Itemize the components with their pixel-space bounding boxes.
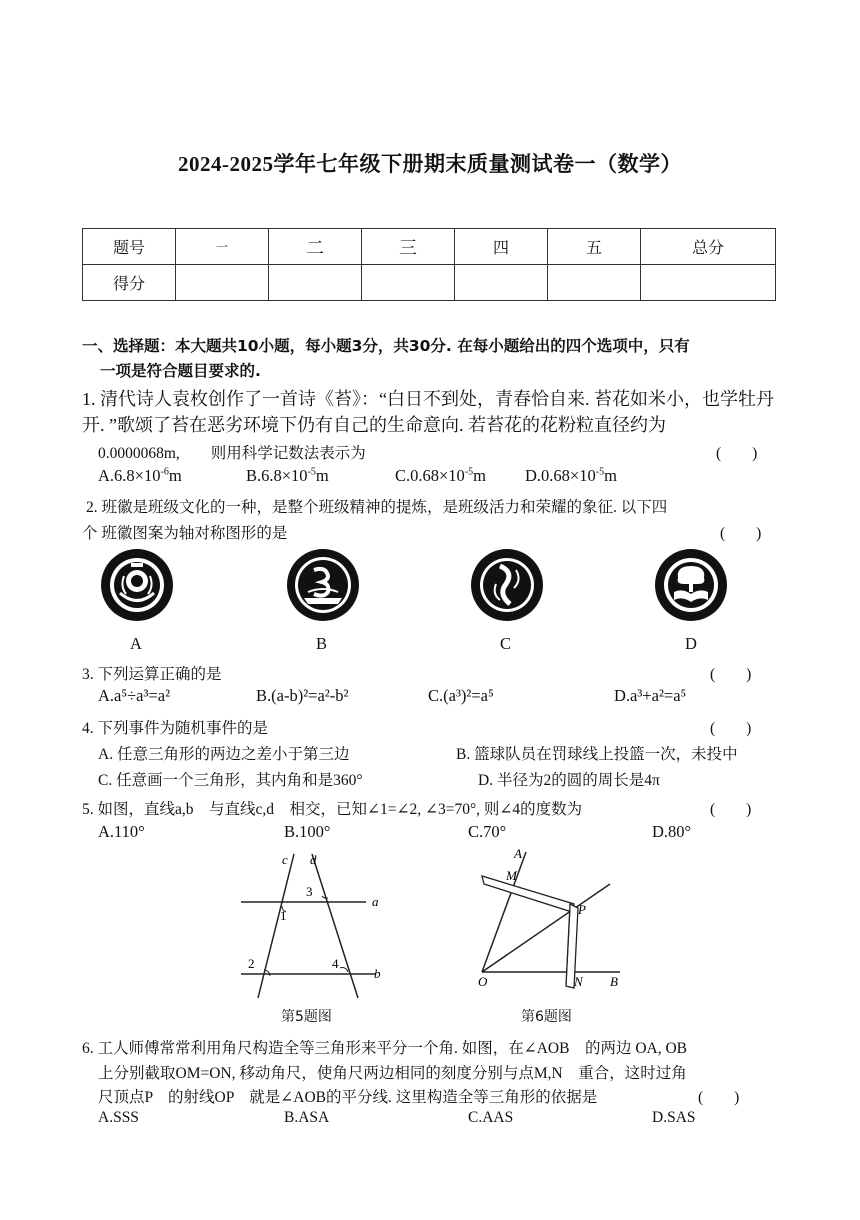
score-cell[interactable] <box>362 265 455 301</box>
fig5-label-1: 1 <box>280 908 287 923</box>
fig5-label-4: 4 <box>332 956 339 971</box>
emblem-c-icon[interactable] <box>470 548 544 622</box>
score-cell[interactable] <box>176 265 269 301</box>
q6-line3: 尺顶点P 的射线OP 就是∠AOB的平分线. 这里构造全等三角形的依据是 <box>98 1089 598 1106</box>
q1-line1: 1. 清代诗人袁枚创作了一首诗《苔》：“白日不到处，青春恰自来. 苔花如米小，也学牡丹 <box>82 389 774 409</box>
score-table <box>82 228 776 301</box>
fig5-label-d: d <box>310 852 317 867</box>
fig6-label-o: O <box>478 974 488 989</box>
q1-option-a[interactable]: $A.6.8\times 10^{-6}m$ <box>98 466 182 485</box>
q4-stem: 4. 下列事件为随机事件的是 <box>82 720 269 737</box>
section-heading-cont: 一项是符合题目要求的. <box>100 362 261 380</box>
emblem-a-icon[interactable] <box>100 548 174 622</box>
q3-option-b[interactable]: B.(a-b)²=a²-b² <box>256 686 349 705</box>
fig5-label-3: 3 <box>306 884 313 899</box>
score-table-row <box>83 265 776 301</box>
fig6-label-n: N <box>574 974 583 989</box>
q6-line1: 6. 工人师傅常常利用角尺构造全等三角形来平分一个角. 如图，在∠AOB 的两边 OA, OB <box>82 1040 688 1057</box>
q4-option-d[interactable]: D. 半径为2的圆的周长是4π <box>478 772 660 789</box>
emblem-b-icon[interactable] <box>286 548 360 622</box>
q6-option-a[interactable]: A.SSS <box>98 1109 139 1126</box>
score-header-cell: 一 <box>176 229 269 265</box>
q2-line1: 2. 班徽是班级文化的一种，是整个班级精神的提炼，是班级活力和荣耀的象征. 以下四 <box>86 499 668 516</box>
q6-line2: 上分别截取OM=ON, 移动角尺，使角尺两边相同的刻度分别与点M,N 重合，这时过角 <box>98 1065 687 1082</box>
figure-6-diagram <box>470 846 630 998</box>
q6-option-c[interactable]: C.AAS <box>468 1109 514 1126</box>
score-header-cell: 二 <box>269 229 362 265</box>
q1-option-c[interactable]: $C.0.68\times 10^{-5}m$ <box>395 466 486 485</box>
emblem-label-a: A <box>130 634 142 653</box>
q5-option-b[interactable]: B.100° <box>284 822 331 841</box>
q4-answer-paren: ( ) <box>710 720 752 737</box>
q2-line2: 个 班徽图案为轴对称图形的是 <box>82 525 288 542</box>
emblem-label-b: B <box>316 634 328 653</box>
q6-answer-paren: ( ) <box>698 1089 740 1106</box>
fig6-label-m: M <box>506 868 517 883</box>
figure-6-caption: 第6题图 <box>521 1009 572 1025</box>
score-header-cell: 总分 <box>641 229 776 265</box>
score-table-header-row <box>83 229 776 265</box>
q1-option-b[interactable]: $B.6.8\times 10^{-5}m$ <box>246 466 329 485</box>
figure-5-caption: 第5题图 <box>281 1009 332 1025</box>
q1-option-d[interactable]: $D.0.68\times 10^{-5}m$ <box>525 466 617 485</box>
q4-option-c[interactable]: C. 任意画一个三角形，其内角和是360° <box>98 772 363 789</box>
score-cell[interactable] <box>641 265 776 301</box>
q6-option-d[interactable]: D.SAS <box>652 1109 696 1126</box>
fig5-label-c: c <box>282 852 288 867</box>
q5-option-a[interactable]: A.110° <box>98 822 145 841</box>
q4-option-a[interactable]: A. 任意三角形的两边之差小于第三边 <box>98 746 350 763</box>
q5-answer-paren: ( ) <box>710 801 752 818</box>
emblem-label-d: D <box>685 634 697 653</box>
score-cell[interactable] <box>548 265 641 301</box>
q2-answer-paren: ( ) <box>720 525 762 542</box>
q3-option-c[interactable]: C.(a³)²=a⁵ <box>428 686 494 705</box>
page-title: 2024-2025学年七年级下册期末质量测试卷一（数学） <box>178 152 682 176</box>
fig6-label-p: P <box>578 902 586 917</box>
q1-answer-paren: ( ) <box>716 445 758 462</box>
q1-line3: 0.0000068m, 则用科学记数法表示为 <box>98 445 366 462</box>
q5-stem: 5. 如图，直线a,b 与直线c,d 相交，已知∠1=∠2, ∠3=70°, 则∠4的度数为 <box>82 801 583 818</box>
score-cell[interactable] <box>455 265 548 301</box>
q3-option-d[interactable]: D.a³+a²=a⁵ <box>614 686 687 705</box>
emblem-d-icon[interactable] <box>654 548 728 622</box>
fig5-label-b: b <box>374 966 381 981</box>
section-heading: 一、选择题：本大题共10小题，每小题3分，共30分. 在每小题给出的四个选项中，只有 <box>82 337 690 355</box>
fig5-label-2: 2 <box>248 956 255 971</box>
q1-line2: 开. ”歌颂了苔在恶劣环境下仍有自己的生命意向. 若苔花的花粉粒直径约为 <box>82 415 666 435</box>
score-header-cell: 三 <box>362 229 455 265</box>
q5-option-d[interactable]: D.80° <box>652 822 692 841</box>
score-header-cell: 五 <box>548 229 641 265</box>
q6-option-b[interactable]: B.ASA <box>284 1109 330 1126</box>
score-header-cell: 四 <box>455 229 548 265</box>
score-cell[interactable] <box>269 265 362 301</box>
fig6-label-a: A <box>514 846 522 861</box>
q4-option-b[interactable]: B. 篮球队员在罚球线上投篮一次，未投中 <box>456 746 738 763</box>
fig5-label-a: a <box>372 894 379 909</box>
fig6-label-b: B <box>610 974 618 989</box>
score-header-cell: 题号 <box>83 229 176 265</box>
q3-option-a[interactable]: A.a⁵÷a³=a² <box>98 686 171 705</box>
score-row-label: 得分 <box>83 265 176 301</box>
q5-option-c[interactable]: C.70° <box>468 822 507 841</box>
emblem-label-c: C <box>500 634 512 653</box>
q3-stem: 3. 下列运算正确的是 <box>82 666 222 683</box>
q3-answer-paren: ( ) <box>710 666 752 683</box>
figure-5-diagram <box>236 848 396 1003</box>
